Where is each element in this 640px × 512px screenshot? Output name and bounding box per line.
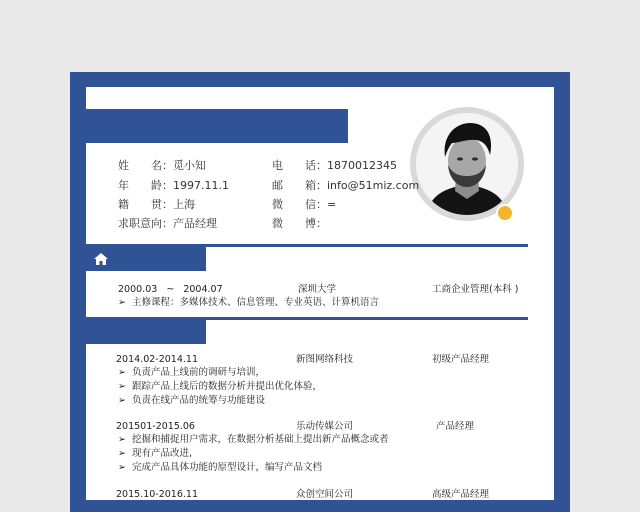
- job-bullet-text: 跟踪产品上线后的数据分析并提出优化体验，: [132, 381, 323, 392]
- info-intent: [118, 218, 217, 230]
- job-period: 201501-2015.06: [116, 421, 195, 432]
- info-email: [272, 180, 419, 192]
- intent-label: 求职意向：: [118, 217, 173, 230]
- education-header: [86, 247, 206, 271]
- experience-header: [86, 320, 206, 344]
- phone-value: 1870012345: [327, 159, 397, 172]
- portrait-illustration: [416, 113, 518, 215]
- job-bullet: [118, 395, 265, 406]
- bullet-arrow-icon: ➢: [118, 367, 126, 378]
- job-period: 2015.10-2016.11: [116, 489, 198, 500]
- info-phone: [272, 160, 397, 172]
- email-label: 邮 箱：: [272, 179, 327, 192]
- birth-label: 年 龄：: [118, 179, 173, 192]
- photo-badge-icon: [496, 204, 514, 222]
- edu-major: 工商企业管理(本科 ): [432, 284, 519, 295]
- edu-courses-text: 主修课程：多媒体技术、信息管理、专业英语、计算机语言: [132, 297, 380, 308]
- edu-period: [118, 284, 223, 295]
- edu-start: 2000.03: [118, 284, 158, 295]
- bullet-arrow-icon: ➢: [118, 462, 126, 473]
- edu-school: 深圳大学: [298, 284, 337, 295]
- edu-courses: [118, 297, 379, 308]
- bullet-arrow-icon: ➢: [118, 448, 126, 459]
- job-bullet: [118, 381, 322, 392]
- info-weibo: [272, 218, 327, 230]
- job-company: 乐动传媒公司: [296, 421, 354, 432]
- origin-value: 上海: [173, 198, 195, 211]
- bullet-arrow-icon: ➢: [118, 297, 126, 308]
- job-bullet: [118, 448, 192, 459]
- bullet-arrow-icon: ➢: [118, 381, 126, 392]
- job-bullet-text: 负责产品上线前的调研与培训，: [132, 367, 266, 378]
- intent-value: 产品经理: [173, 217, 217, 230]
- phone-label: 电 话：: [272, 159, 327, 172]
- birth-value: 1997.11.1: [173, 179, 229, 192]
- info-birth: [118, 180, 229, 192]
- job-title: 高级产品经理: [432, 489, 490, 500]
- weibo-label: 微 博：: [272, 217, 327, 230]
- job-bullet-text: 负责在线产品的统筹与功能建设: [132, 395, 266, 406]
- job-bullet-text: 挖掘和捕捉用户需求，在数据分析基础上提出新产品概念或者: [132, 434, 389, 445]
- job-period: 2014.02-2014.11: [116, 354, 198, 365]
- job-company: 众创空间公司: [296, 489, 354, 500]
- edu-sep: ~: [166, 284, 175, 295]
- house-icon: [94, 253, 108, 265]
- origin-label: 籍 贯：: [118, 198, 173, 211]
- info-origin: [118, 199, 195, 211]
- job-company: 新图网络科技: [296, 354, 354, 365]
- job-title: 初级产品经理: [432, 354, 490, 365]
- job-title: 产品经理: [436, 421, 475, 432]
- job-bullet-text: 完成产品具体功能的原型设计，编写产品文档: [132, 462, 323, 473]
- name-label: 姓 名：: [118, 159, 173, 172]
- job-bullet-text: 现有产品改进,: [132, 448, 193, 459]
- info-name: [118, 160, 206, 172]
- wechat-label: 微 信：: [272, 198, 327, 211]
- bullet-arrow-icon: ➢: [118, 434, 126, 445]
- name-banner: [86, 109, 348, 143]
- job-bullet: [118, 367, 265, 378]
- job-bullet: [118, 462, 322, 473]
- bullet-arrow-icon: ➢: [118, 395, 126, 406]
- email-value: info@51miz.com: [327, 179, 420, 192]
- name-value: 觅小知: [173, 159, 206, 172]
- wechat-value: =: [327, 198, 337, 211]
- info-wechat: [272, 199, 336, 211]
- edu-end: 2004.07: [183, 284, 223, 295]
- job-bullet: [118, 434, 389, 445]
- portrait-photo: [416, 113, 518, 215]
